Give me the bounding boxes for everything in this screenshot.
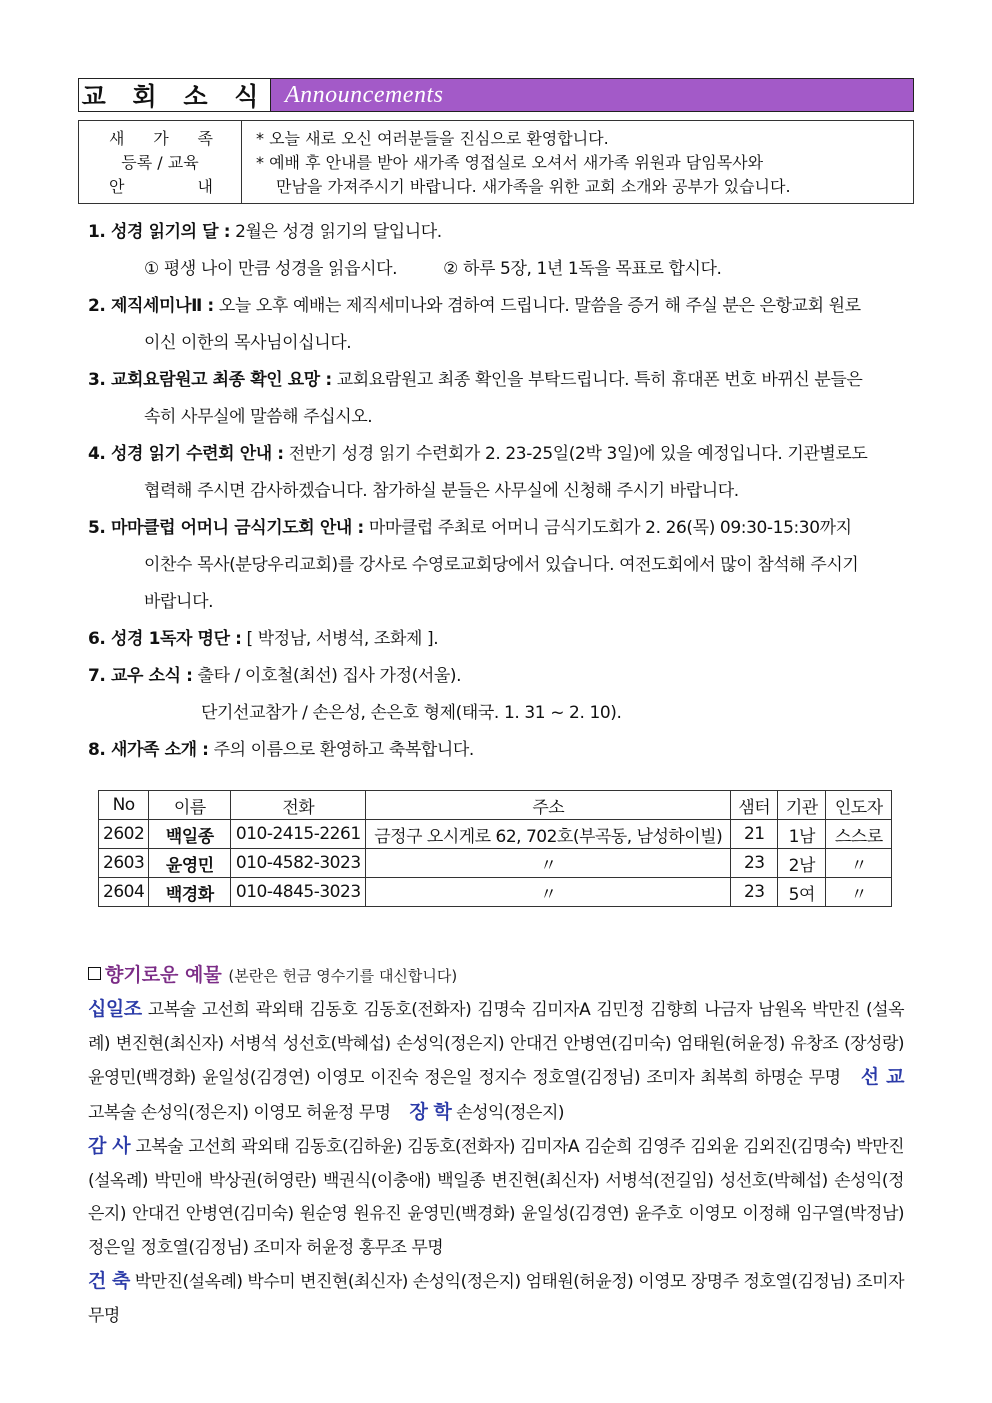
newcomer-label-3: 안 내	[109, 177, 213, 196]
category-label: 선 교	[860, 1066, 905, 1088]
col-header: 인도자	[826, 791, 892, 820]
announcement-items	[88, 214, 902, 769]
item-title: 2. 제직세미나Ⅱ :	[88, 296, 214, 316]
offering-section	[88, 958, 904, 1333]
newcomer-text	[242, 121, 913, 203]
col-header: 샘터	[731, 791, 778, 820]
table-row: 2604 백경화 010-4845-3023 〃 23 5여 〃	[99, 878, 892, 907]
item-1: 1. 성경 읽기의 달 : 2월은 성경 읽기의 달입니다.	[88, 222, 442, 242]
table-row: 2603 윤영민 010-4582-3023 〃 23 2남 〃	[99, 849, 892, 878]
item-title: 1. 성경 읽기의 달 :	[88, 222, 231, 242]
offering-note: (본란은 헌금 영수기를 대신합니다)	[228, 967, 458, 985]
item-5-line: 이찬수 목사(분당우리교회)를 강사로 수영로교회당에서 있습니다. 여전도회에서 많이 참석해 주시기	[144, 555, 859, 575]
col-header: 주소	[366, 791, 731, 820]
checkbox-icon	[88, 967, 101, 980]
item-title: 5. 마마클럽 어머니 금식기도회 안내 :	[88, 518, 364, 538]
item-6: 6. 성경 1독자 명단 : [ 박정남, 서병석, 조화제 ].	[88, 629, 439, 649]
announcements-header	[78, 78, 914, 112]
item-4-line: 협력해 주시면 감사하겠습니다. 참가하실 분들은 사무실에 신청해 주시기 바랍니다.	[144, 481, 739, 501]
category-label: 감 사	[88, 1135, 131, 1157]
item-title: 3. 교회요람원고 최종 확인 요망 :	[88, 370, 332, 390]
table-header-row	[99, 791, 892, 820]
newcomer-box	[78, 120, 914, 204]
item-5-line: 바랍니다.	[144, 592, 214, 612]
newcomer-label-2: 등록 / 교육	[121, 153, 199, 172]
item-title: 7. 교우 소식 :	[88, 666, 193, 686]
item-title: 8. 새가족 소개 :	[88, 740, 209, 760]
item-4: 4. 성경 읽기 수련회 안내 : 전반기 성경 읽기 수련회가 2. 23-25일(2박 3일)에 있을 예정입니다. 기관별로도	[88, 444, 868, 464]
item-3: 3. 교회요람원고 최종 확인 요망 : 교회요람원고 최종 확인을 부탁드립니다. 특히 휴대폰 번호 바뀌신 분들은	[88, 370, 863, 390]
offering-tithe: 십일조 고복술 고선희 곽외태 김동호 김동호(전화자) 김명숙 김미자A 김민정 김향희 나금자 남원옥 박만진 (설옥례) 변진현(최신자) 서병석 성선호(박혜섭) 손성익(정은지) 안대건 안병연(김미숙) 엄태원(허윤정) 유창조 (장성랑) 윤영민(백경화) 윤일성(김경연) 이영모 이진숙 정은일 정지수 정호열(김정님) 조미자 최복희 하명순 무명 선 교 고복술 손성익(정은지) 이영모 허윤정 무명 장 학 손성익(정은지)	[88, 998, 905, 1123]
col-header: 기관	[778, 791, 826, 820]
offering-building: 건 축 박만진(설옥례) 박수미 변진현(최신자) 손성익(정은지) 엄태원(허윤정) 이영모 장명주 정호열(김정님) 조미자 무명	[88, 1270, 905, 1326]
newcomer-labels	[79, 121, 242, 203]
offering-thanks: 감 사 고복술 고선희 곽외태 김동호(김하윤) 김동호(전화자) 김미자A 김순희 김영주 김외윤 김외진(김명숙) 박만진(설옥례) 박민애 박상권(허영란) 백권식(이충애) 백일종 변진현(최신자) 서병석(전길임) 성선호(박혜섭) 손성익(정은지) 안대건 안병연(김미숙) 원순영 원유진 윤영민(백경화) 윤일성(김경연) 윤주호 이영모 이정해 임구열(박정남) 정은일 정호열(김정님) 조미자 허윤정 홍무조 무명	[88, 1135, 904, 1258]
newcomer-line: * 예배 후 안내를 받아 새가족 영접실로 오셔서 새가족 위원과 담임목사와	[256, 153, 764, 172]
item-2: 2. 제직세미나Ⅱ : 오늘 오후 예배는 제직세미나와 겸하여 드립니다. 말씀을 증거 해 주실 분은 은항교회 원로	[88, 296, 861, 316]
item-title: 6. 성경 1독자 명단 :	[88, 629, 242, 649]
item-5: 5. 마마클럽 어머니 금식기도회 안내 : 마마클럽 주최로 어머니 금식기도회가 2. 26(목) 09:30-15:30까지	[88, 518, 852, 538]
item-3-line: 속히 사무실에 말씀해 주십시오.	[144, 407, 373, 427]
item-2-line: 이신 이한의 목사님이십니다.	[144, 333, 352, 353]
category-label: 십일조	[88, 998, 142, 1020]
header-title-english: Announcements	[271, 79, 913, 111]
item-8: 8. 새가족 소개 : 주의 이름으로 환영하고 축복합니다.	[88, 740, 474, 760]
offering-title: 향기로운 예물 (본란은 헌금 영수기를 대신합니다)	[88, 958, 904, 993]
header-title-korean: 교 회 소 식	[79, 79, 271, 111]
col-header: 전화	[231, 791, 366, 820]
item-7: 7. 교우 소식 : 출타 / 이호철(최선) 집사 가정(서울).	[88, 666, 462, 686]
item-title: 4. 성경 읽기 수련회 안내 :	[88, 444, 284, 464]
category-label: 장 학	[409, 1100, 452, 1123]
newcomer-table	[98, 790, 892, 907]
table-row: 2602 백일종 010-2415-2261 금정구 오시게로 62, 702호(부곡동, 남성하이빌) 21 1남 스스로	[99, 820, 892, 849]
category-label: 건 축	[88, 1270, 130, 1292]
col-header: 이름	[149, 791, 231, 820]
item-1-line: ① 평생 나이 만큼 성경을 읽읍시다. ② 하루 5장, 1년 1독을 목표로 합시다.	[144, 259, 722, 279]
item-7-line: 단기선교참가 / 손은성, 손은호 형제(태국. 1. 31 ~ 2. 10).	[201, 703, 622, 723]
newcomer-line: 만남을 가져주시기 바랍니다. 새가족을 위한 교회 소개와 공부가 있습니다.	[276, 177, 791, 196]
col-header: No	[99, 791, 149, 820]
newcomer-label-1: 새 가 족	[109, 129, 213, 148]
newcomer-line: * 오늘 새로 오신 여러분들을 진심으로 환영합니다.	[256, 129, 609, 148]
